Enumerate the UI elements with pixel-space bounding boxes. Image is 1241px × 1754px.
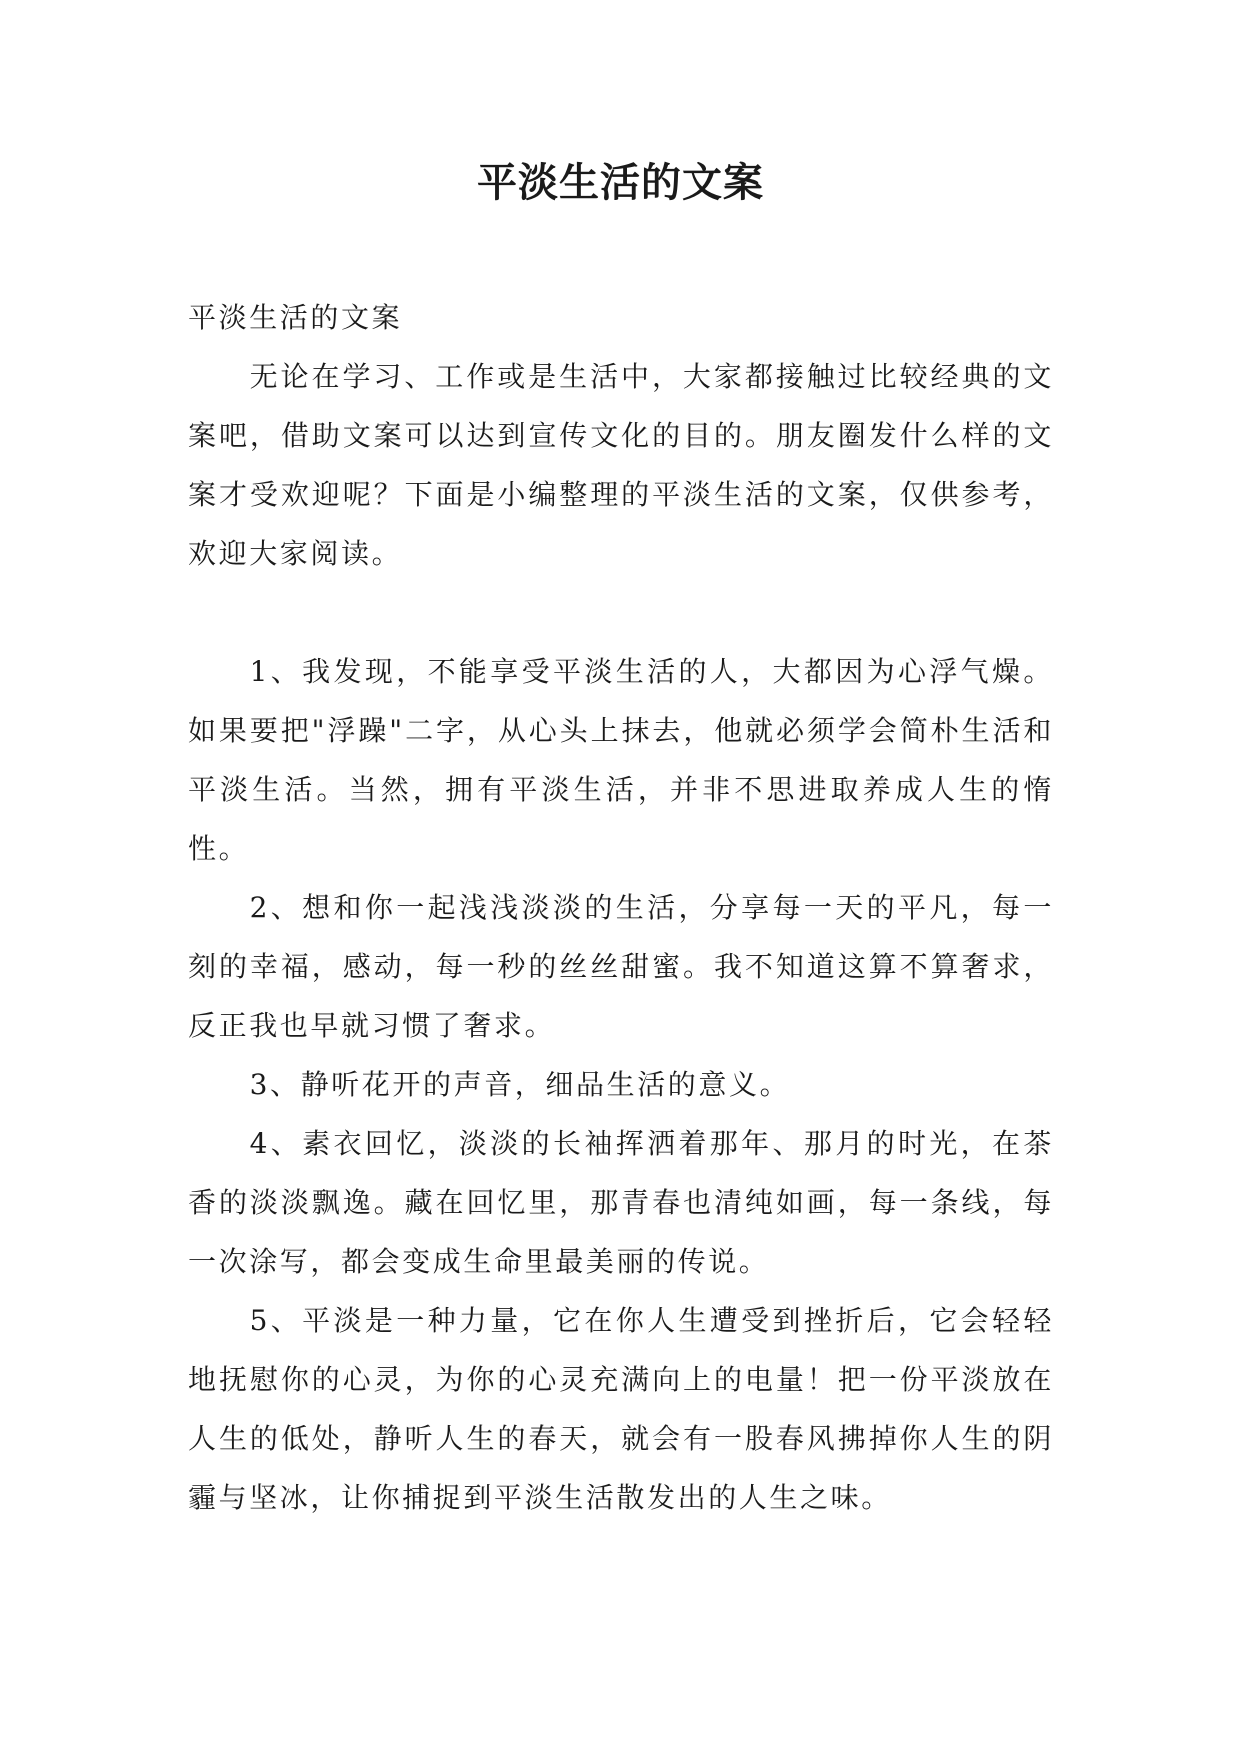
list-item: 1、我发现，不能享受平淡生活的人，大都因为心浮气燥。如果要把"浮躁"二字，从心头上抹去，他就必须学会简朴生活和平淡生活。当然，拥有平淡生活，并非不思进取养成人生的惰性。 xyxy=(188,655,1054,865)
list-item: 3、静听花开的声音，细品生活的意义。 xyxy=(249,1068,791,1101)
intro-paragraph: 无论在学习、工作或是生活中，大家都接触过比较经典的文案吧，借助文案可以达到宣传文化的目的。朋友圈发什么样的文案才受欢迎呢？下面是小编整理的平淡生活的文案，仅供参考，欢迎大家阅读。 xyxy=(188,360,1054,570)
paragraph-spacer xyxy=(188,583,1054,642)
document-title: 平淡生活的文案 xyxy=(477,160,764,206)
document-subtitle: 平淡生活的文案 xyxy=(188,301,403,334)
list-item: 4、素衣回忆，淡淡的长袖挥洒着那年、那月的时光，在茶香的淡淡飘逸。藏在回忆里，那青春也清纯如画，每一条线，每一次涂写，都会变成生命里最美丽的传说。 xyxy=(188,1127,1054,1278)
document-body xyxy=(188,288,1054,1527)
list-item: 5、平淡是一种力量，它在你人生遭受到挫折后，它会轻轻地抚慰你的心灵，为你的心灵充满向上的电量！把一份平淡放在人生的低处，静听人生的春天，就会有一股春风拂掉你人生的阴霾与坚冰，让你捕捉到平淡生活散发出的人生之味。 xyxy=(188,1304,1054,1514)
list-item: 2、想和你一起浅浅淡淡的生活，分享每一天的平凡，每一刻的幸福，感动，每一秒的丝丝甜蜜。我不知道这算不算奢求，反正我也早就习惯了奢求。 xyxy=(188,891,1054,1042)
